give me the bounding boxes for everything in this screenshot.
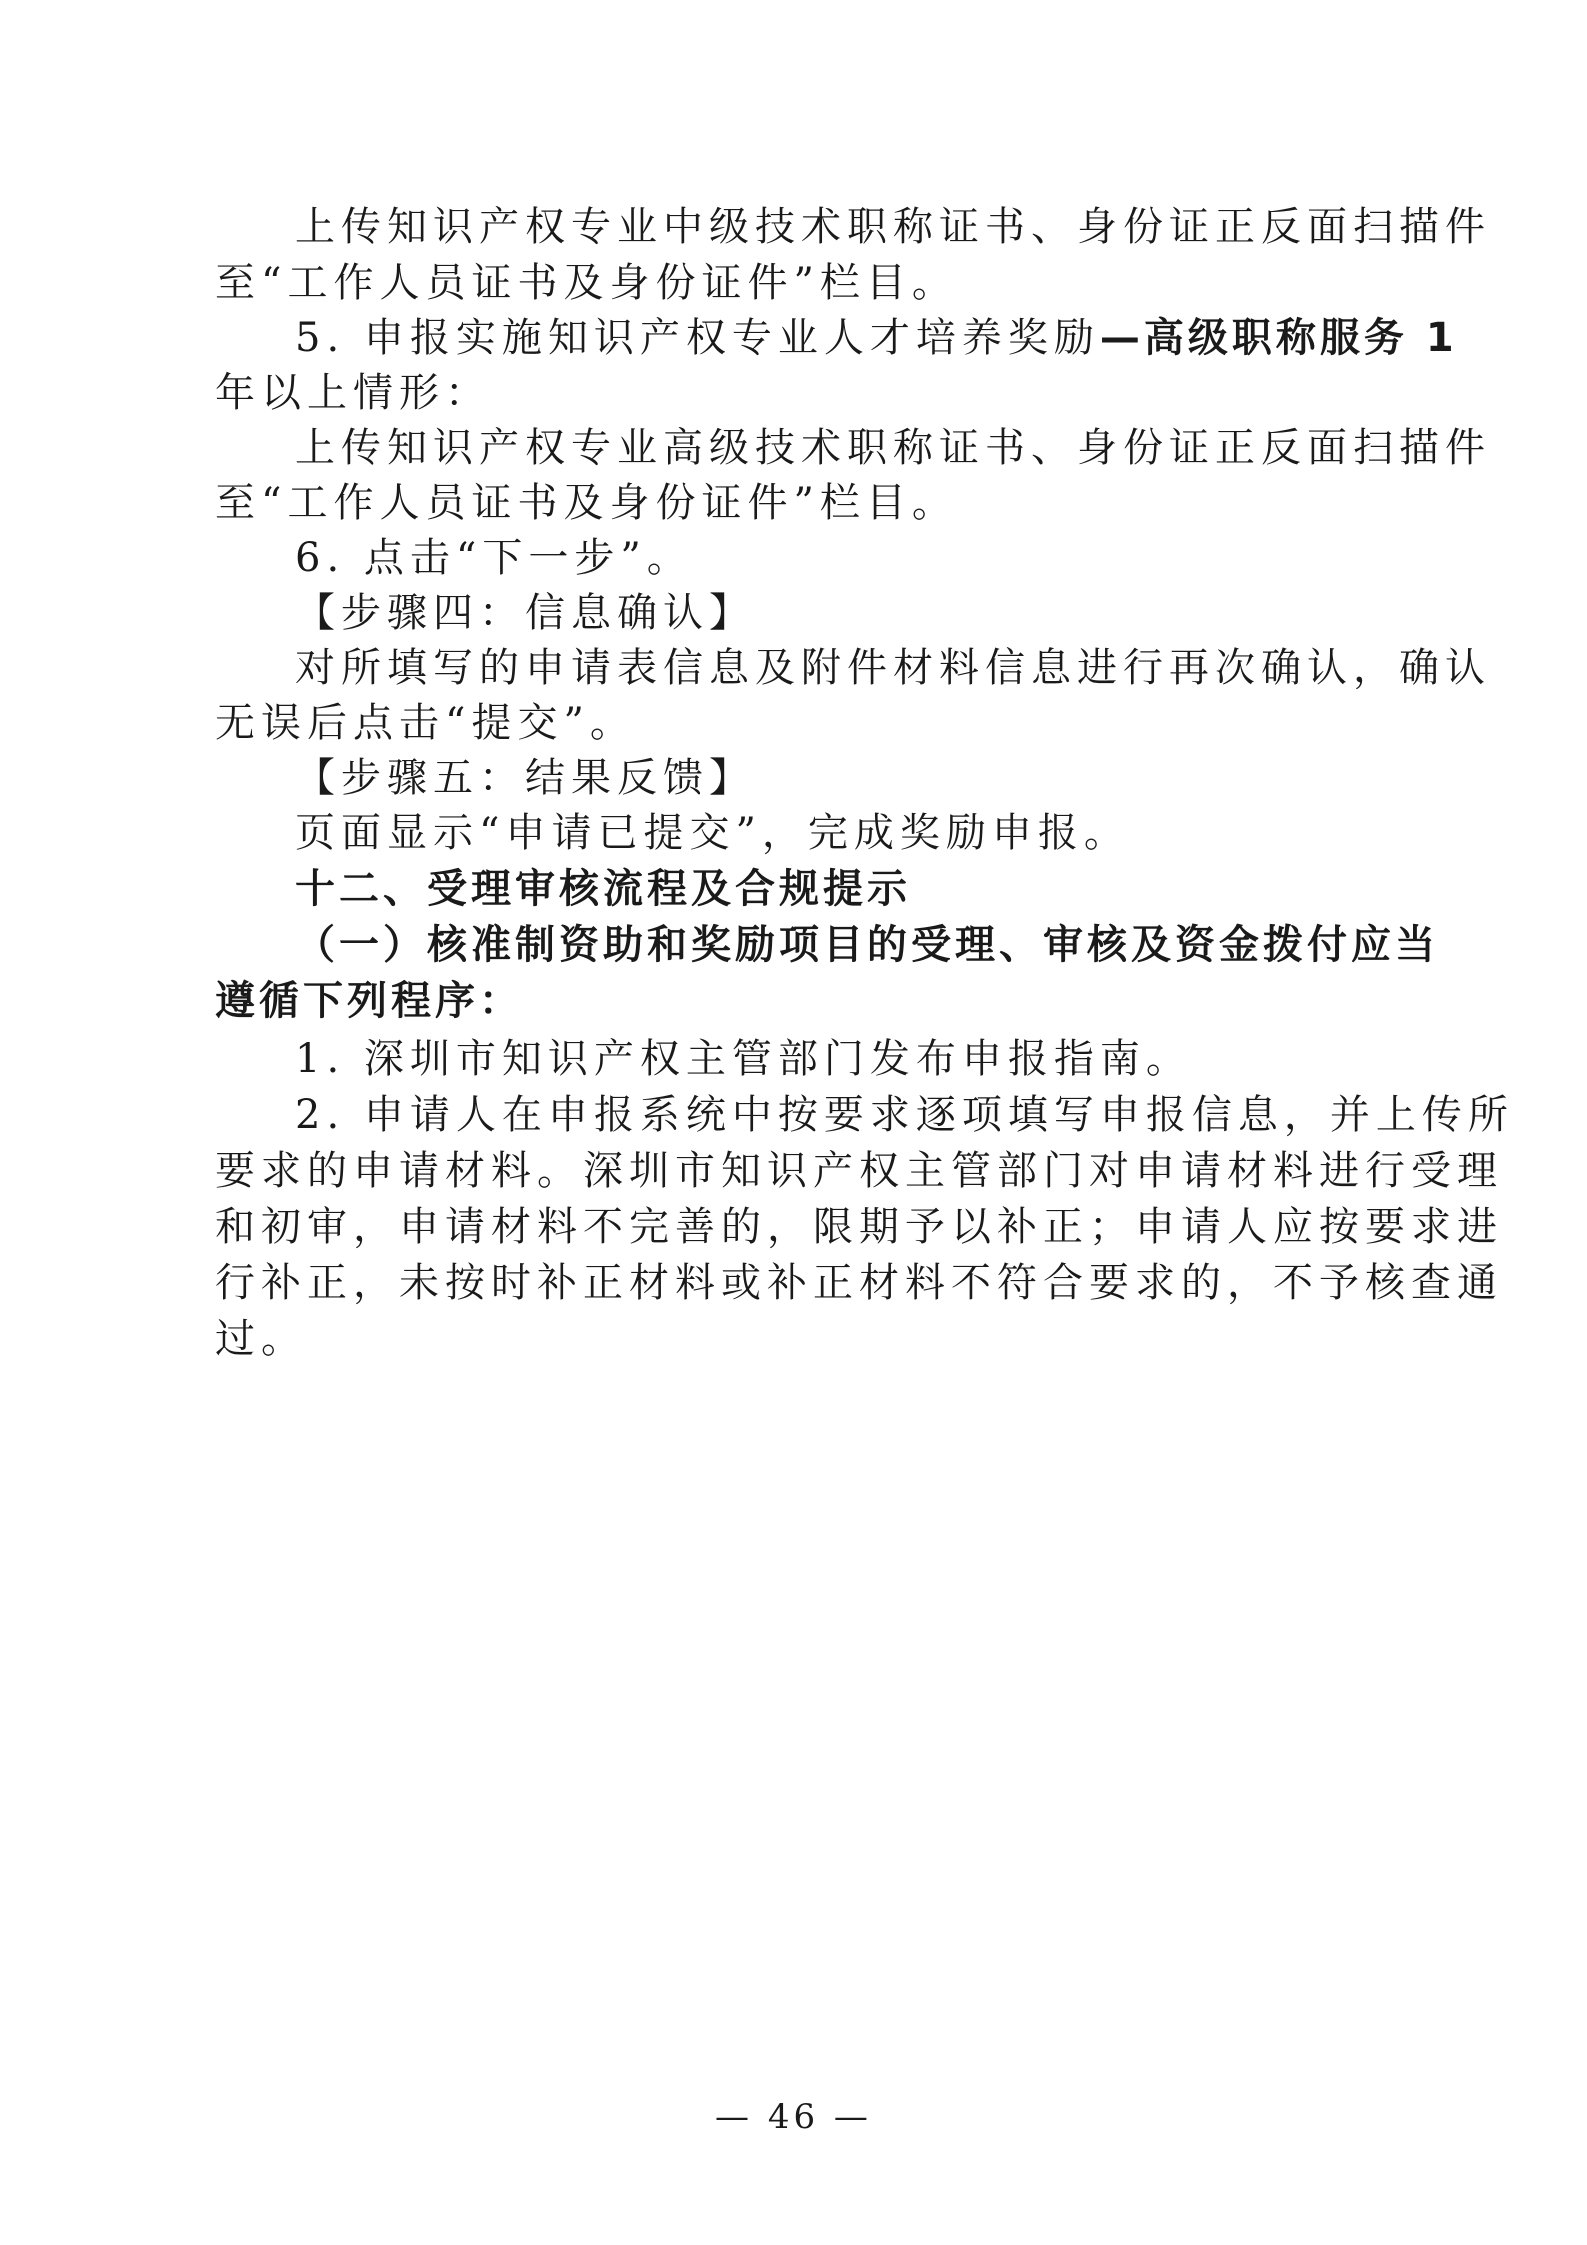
paragraph-line <box>295 313 1458 363</box>
step-heading: 【步骤四：信息确认】 <box>295 590 755 636</box>
section-heading: 十二、受理审核流程及合规提示 <box>295 866 911 912</box>
paragraph-line: 要求的申请材料。深圳市知识产权主管部门对申请材料进行受理 <box>215 1148 1503 1194</box>
paragraph-line: 过。 <box>215 1316 307 1362</box>
paragraph-line: 1. 深圳市知识产权主管部门发布申报指南。 <box>295 1036 1192 1082</box>
paragraph-line: 6. 点击“下一步”。 <box>295 535 693 581</box>
paragraph-line: 至“工作人员证书及身份证件”栏目。 <box>215 480 958 526</box>
page-number: — 46 — <box>715 2097 872 2137</box>
paragraph-line: 无误后点击“提交”。 <box>215 700 636 746</box>
paragraph-line: 对所填写的申请表信息及附件材料信息进行再次确认，确认 <box>295 645 1491 691</box>
paragraph-line: 行补正，未按时补正材料或补正材料不符合要求的，不予核查通 <box>215 1260 1503 1306</box>
item-5-text: 5. 申报实施知识产权专业人才培养奖励 <box>295 315 1100 361</box>
paragraph-line: 和初审，申请材料不完善的，限期予以补正；申请人应按要求进 <box>215 1204 1503 1250</box>
paragraph-line: 2. 申请人在申报系统中按要求逐项填写申报信息，并上传所 <box>295 1092 1514 1138</box>
paragraph-line: 页面显示“申请已提交”，完成奖励申报。 <box>295 810 1130 856</box>
paragraph-line: 上传知识产权专业高级技术职称证书、身份证正反面扫描件 <box>295 425 1491 471</box>
paragraph-line: 年以上情形： <box>215 370 491 416</box>
subsection-heading: （一）核准制资助和奖励项目的受理、审核及资金拨付应当 <box>295 922 1439 968</box>
step-heading: 【步骤五：结果反馈】 <box>295 755 755 801</box>
paragraph-line: 至“工作人员证书及身份证件”栏目。 <box>215 260 958 306</box>
paragraph-line: 上传知识产权专业中级技术职称证书、身份证正反面扫描件 <box>295 204 1491 250</box>
subsection-heading: 遵循下列程序： <box>215 978 523 1024</box>
item-5-bold-text: —高级职称服务 1 <box>1099 315 1458 361</box>
